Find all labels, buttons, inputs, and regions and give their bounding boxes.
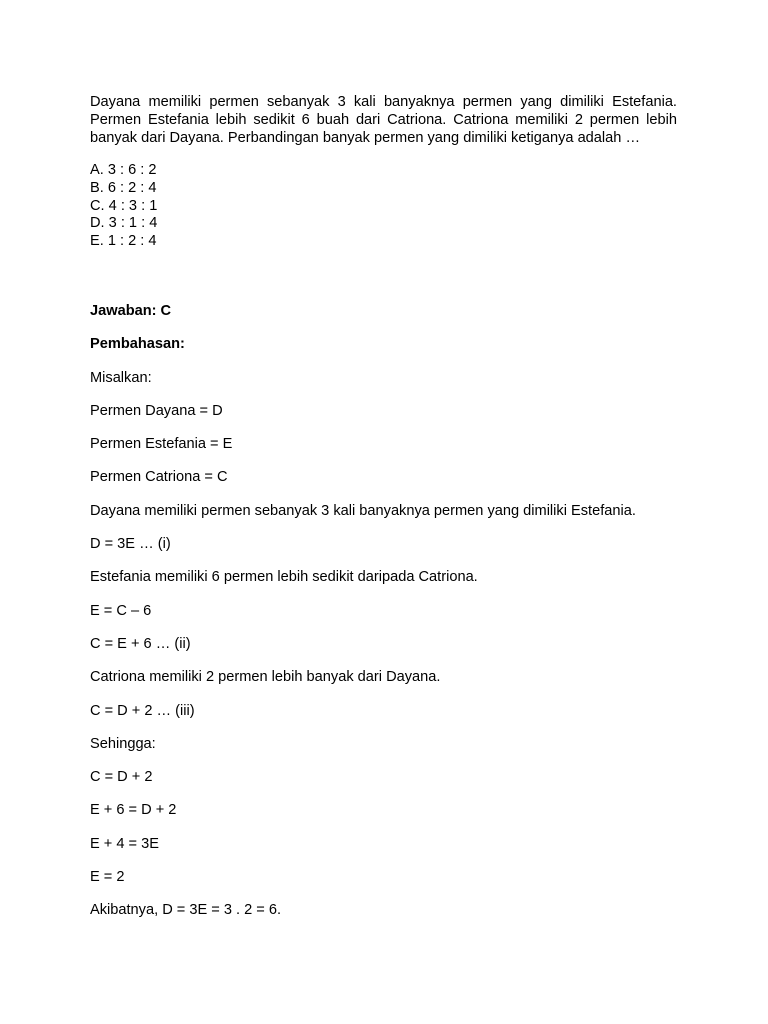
step-line: Permen Catriona = C [90,469,228,486]
step-line: E + 6 = D + 2 [90,802,177,819]
step-line: E = 2 [90,869,125,886]
solution-section [90,302,677,935]
option-b: B. 6 : 2 : 4 [90,179,157,196]
step-line: D = 3E … (i) [90,536,171,553]
step-line: C = D + 2 [90,769,153,786]
option-e: E. 1 : 2 : 4 [90,233,157,250]
step-line: Permen Estefania = E [90,436,233,453]
option-d: D. 3 : 1 : 4 [90,215,158,232]
option-c: C. 4 : 3 : 1 [90,197,158,214]
answer-options [90,162,157,251]
step-line: E + 4 = 3E [90,835,159,852]
discussion-heading: Pembahasan: [90,336,185,353]
document-page [90,0,677,1024]
step-line: Catriona memiliki 2 permen lebih banyak dari Dayana. [90,669,441,686]
step-line: Dayana memiliki permen sebanyak 3 kali banyaknya permen yang dimiliki Estefania. [90,502,636,519]
step-line: Permen Dayana = D [90,402,223,419]
answer-label: Jawaban: C [90,303,172,319]
step-line: Misalkan: [90,369,152,386]
question-text: Dayana memiliki permen sebanyak 3 kali banyaknya permen yang dimiliki Estefania. Permen Estefania lebih sedikit 6 buah dari Catriona. Catriona memiliki 2 permen lebih banyak dari Dayana. Perbandingan banyak permen yang dimiliki ketiganya adalah … [90,94,677,146]
option-a: A. 3 : 6 : 2 [90,162,157,178]
step-line: Akibatnya, D = 3E = 3 . 2 = 6. [90,902,282,919]
step-line: Estefania memiliki 6 permen lebih sedikit daripada Catriona. [90,569,478,586]
step-line: E = C – 6 [90,602,152,619]
step-line: C = E + 6 … (ii) [90,635,191,652]
step-line: C = D + 2 … (iii) [90,702,195,719]
step-line: Sehingga: [90,735,156,752]
